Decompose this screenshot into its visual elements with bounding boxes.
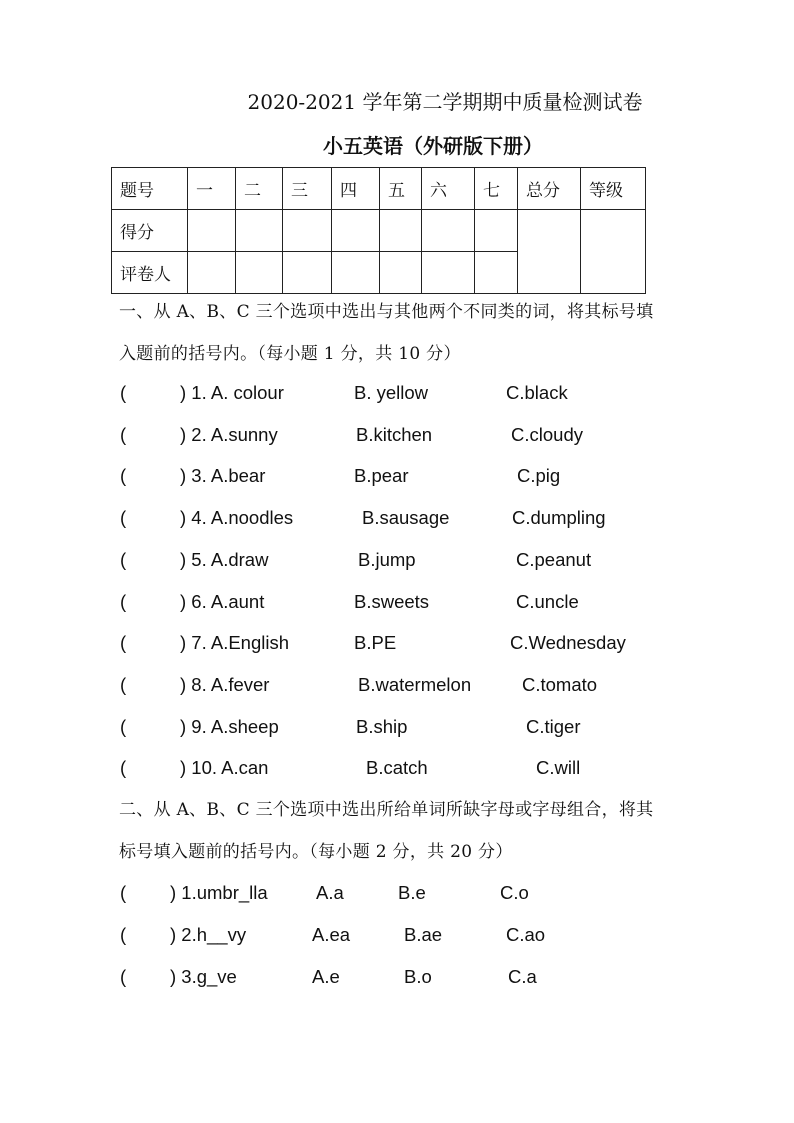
grader-cell[interactable] (380, 252, 422, 294)
option-b: B.ship (356, 716, 408, 737)
option-c: C.dumpling (512, 507, 606, 528)
answer-bracket[interactable]: ( (120, 382, 127, 403)
option-c: C.pig (517, 465, 561, 486)
answer-bracket[interactable]: ( (120, 882, 127, 903)
score-table-row (112, 210, 646, 252)
answer-bracket[interactable]: ( (120, 757, 127, 778)
grader-cell[interactable] (188, 252, 236, 294)
score-header-cell: 等级 (581, 168, 646, 210)
option-b: B.ae (404, 924, 443, 945)
question-row (120, 757, 720, 781)
option-c: C.will (536, 757, 581, 778)
option-a: ) 7. A.English (180, 632, 290, 653)
score-cell[interactable] (475, 210, 518, 252)
score-table (111, 167, 646, 294)
option-a: A.e (312, 966, 340, 987)
option-c: C.cloudy (511, 424, 583, 445)
option-a: ) 3. A.bear (180, 465, 266, 486)
option-c: C.uncle (516, 591, 579, 612)
option-a: ) 10. A.can (180, 757, 269, 778)
question-word: ) 2.h__vy (170, 924, 247, 945)
answer-bracket[interactable]: ( (120, 549, 127, 570)
question-row (120, 966, 720, 990)
option-c: C.black (506, 382, 568, 403)
exam-title: 2020-2021 学年第二学期期中质量检测试卷 (247, 90, 643, 114)
answer-bracket[interactable]: ( (120, 424, 127, 445)
score-cell[interactable] (283, 210, 332, 252)
option-a: ) 8. A.fever (180, 674, 270, 695)
answer-bracket[interactable]: ( (120, 507, 127, 528)
answer-bracket[interactable]: ( (120, 966, 127, 987)
score-table-header-row (112, 168, 646, 210)
grader-cell[interactable] (283, 252, 332, 294)
option-b: B.o (404, 966, 432, 987)
option-c: C.o (500, 882, 529, 903)
option-b: B.catch (366, 757, 428, 778)
question-row (120, 549, 720, 573)
answer-bracket[interactable]: ( (120, 632, 127, 653)
score-header-cell: 题号 (112, 168, 188, 210)
option-a: ) 1. A. colour (180, 382, 284, 403)
question-row (120, 424, 720, 448)
answer-bracket[interactable]: ( (120, 674, 127, 695)
section1-instruction-line1: 一、从 A、B、C 三个选项中选出与其他两个不同类的词，将其标号填 (119, 302, 654, 322)
score-cell[interactable] (332, 210, 380, 252)
option-b: B.kitchen (356, 424, 433, 445)
answer-bracket[interactable]: ( (120, 465, 127, 486)
total-score-cell[interactable] (518, 210, 581, 294)
score-header-cell: 七 (475, 168, 518, 210)
score-header-cell: 四 (332, 168, 380, 210)
grader-cell[interactable] (422, 252, 475, 294)
grader-cell[interactable] (475, 252, 518, 294)
score-cell[interactable] (380, 210, 422, 252)
option-b: B.e (398, 882, 426, 903)
option-b: B.pear (354, 465, 409, 486)
score-row-label: 得分 (112, 210, 188, 252)
option-a: ) 6. A.aunt (180, 591, 265, 612)
score-cell[interactable] (188, 210, 236, 252)
option-c: C.Wednesday (510, 632, 626, 653)
grader-cell[interactable] (236, 252, 283, 294)
question-row (120, 716, 720, 740)
score-cell[interactable] (422, 210, 475, 252)
option-c: C.peanut (516, 549, 592, 570)
option-a: ) 5. A.draw (180, 549, 269, 570)
section1-instruction-line2: 入题前的括号内。（每小题 1 分，共 10 分） (119, 344, 461, 364)
question-row (120, 924, 720, 948)
option-c: C.a (508, 966, 537, 987)
question-row (120, 632, 720, 656)
option-c: C.tiger (526, 716, 581, 737)
option-a: ) 4. A.noodles (180, 507, 294, 528)
question-row (120, 507, 720, 531)
answer-bracket[interactable]: ( (120, 716, 127, 737)
answer-bracket[interactable]: ( (120, 591, 127, 612)
section2-instruction-line1: 二、从 A、B、C 三个选项中选出所给单词所缺字母或字母组合，将其 (119, 800, 654, 820)
question-word: ) 3.g_ve (170, 966, 237, 987)
question-row (120, 591, 720, 615)
option-b: B. yellow (354, 382, 429, 403)
score-header-cell: 六 (422, 168, 475, 210)
option-a: ) 2. A.sunny (180, 424, 278, 445)
question-row (120, 465, 720, 489)
option-a: ) 9. A.sheep (180, 716, 279, 737)
option-b: B.watermelon (358, 674, 472, 695)
option-b: B.sweets (354, 591, 430, 612)
option-a: A.a (316, 882, 344, 903)
option-c: C.tomato (522, 674, 598, 695)
question-row (120, 674, 720, 698)
option-a: A.ea (312, 924, 351, 945)
score-header-cell: 总分 (518, 168, 581, 210)
score-row-label: 评卷人 (112, 252, 188, 294)
option-b: B.PE (354, 632, 397, 653)
exam-subtitle: 小五英语（外研版下册） (323, 134, 543, 158)
grader-cell[interactable] (332, 252, 380, 294)
score-header-cell: 一 (188, 168, 236, 210)
section2-instruction-line2: 标号填入题前的括号内。（每小题 2 分，共 20 分） (119, 842, 513, 862)
score-header-cell: 二 (236, 168, 283, 210)
option-b: B.sausage (362, 507, 450, 528)
answer-bracket[interactable]: ( (120, 924, 127, 945)
question-row (120, 382, 720, 406)
score-cell[interactable] (236, 210, 283, 252)
score-header-cell: 三 (283, 168, 332, 210)
score-header-cell: 五 (380, 168, 422, 210)
question-row (120, 882, 720, 906)
option-c: C.ao (506, 924, 546, 945)
option-b: B.jump (358, 549, 416, 570)
grade-cell[interactable] (581, 210, 646, 294)
question-word: ) 1.umbr_lla (170, 882, 268, 903)
